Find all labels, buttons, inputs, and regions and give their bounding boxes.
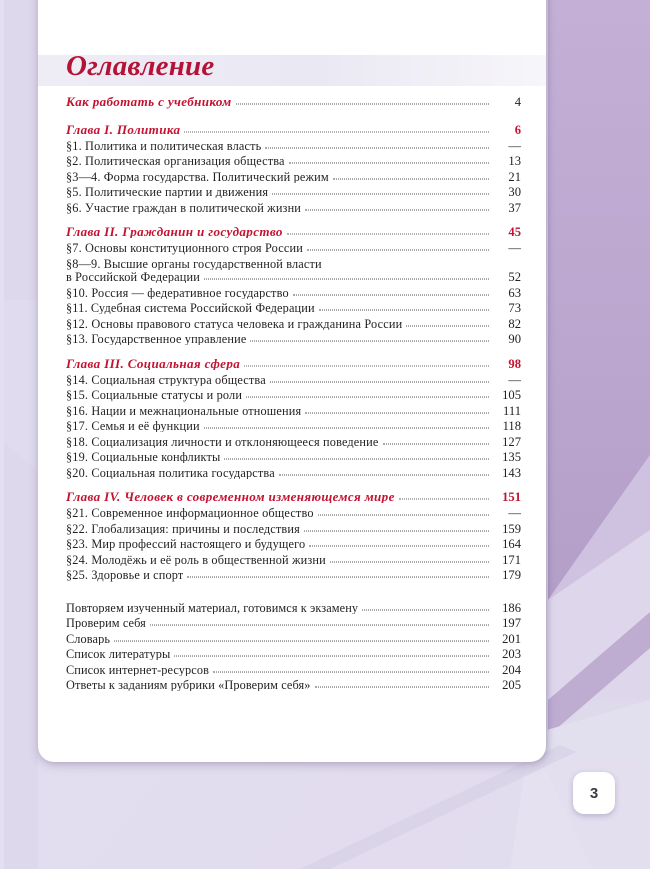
toc-entry-page: 204 [502, 662, 521, 677]
dot-leader [307, 241, 489, 251]
dot-leader [309, 537, 489, 547]
toc-entry-label: §16. Нации и межнациональные отношения [66, 404, 302, 417]
toc-entry-section[interactable] [66, 434, 521, 449]
toc-entry-page: 143 [502, 465, 521, 480]
toc-entry-section[interactable] [66, 372, 521, 387]
toc-entry-page: 52 [508, 270, 521, 285]
dot-leader [272, 185, 489, 195]
toc-chapter-label: Глава II. Гражданин и государство [66, 225, 283, 239]
toc-entry-page: 118 [502, 419, 521, 434]
page-title: Оглавление [66, 50, 215, 82]
toc-chapter-heading-1[interactable] [66, 116, 521, 138]
dot-leader [279, 465, 489, 475]
toc-entry-section[interactable] [66, 185, 521, 200]
toc-entry-label: §5. Политические партии и движения [66, 186, 269, 199]
toc-entry-back-matter[interactable] [66, 678, 521, 693]
toc-entry-label: Список литературы [66, 648, 171, 661]
toc-entry-label: §15. Социальные статусы и роли [66, 389, 243, 402]
dot-leader [224, 450, 489, 460]
toc-entry-label-continued: в Российской Федерации [66, 271, 200, 284]
toc-entry-section[interactable] [66, 450, 521, 465]
toc-entry-section[interactable] [66, 169, 521, 184]
content-sheet [38, 0, 546, 762]
dot-leader [319, 301, 489, 311]
toc-entry-page: 90 [508, 332, 521, 347]
toc-chapter-label: Глава I. Политика [66, 122, 181, 136]
dot-leader [114, 631, 489, 641]
toc-entry-label: §7. Основы конституционного строя России [66, 242, 303, 255]
toc-entry-page: 73 [508, 301, 521, 316]
toc-entry-label: §3—4. Форма государства. Политический режим [66, 170, 329, 183]
dot-leader [265, 138, 489, 148]
toc-chapter-label: Глава IV. Человек в современном изменяющемся мире [66, 490, 395, 504]
toc-entry-page: 63 [508, 285, 521, 300]
toc-entry-back-matter[interactable] [66, 662, 521, 677]
toc-entry-page: 164 [502, 537, 521, 552]
dot-leader [250, 332, 489, 342]
toc-entry-page: 82 [508, 316, 521, 331]
toc-entry-page: 171 [502, 552, 521, 567]
dot-leader [246, 388, 489, 398]
page-number-badge [573, 772, 615, 814]
toc-entry-page: — [508, 138, 521, 153]
toc-entry-page: 179 [502, 568, 521, 583]
toc-entry-page: 159 [502, 521, 521, 536]
toc-entry-label: Ответы к заданиям рубрики «Проверим себя» [66, 679, 311, 692]
dot-leader [174, 647, 489, 657]
toc-entry-back-matter[interactable] [66, 647, 521, 662]
toc-entry-page: — [508, 372, 521, 387]
toc-entry-section[interactable] [66, 301, 521, 316]
toc-entry-page: 4 [514, 95, 521, 110]
toc-entry-page: 201 [502, 631, 521, 646]
toc-entry-page: 21 [508, 169, 521, 184]
table-of-contents [66, 94, 521, 693]
toc-entry-section[interactable] [66, 537, 521, 552]
toc-entry-label: Проверим себя [66, 617, 146, 630]
toc-entry-label: Список интернет-ресурсов [66, 663, 209, 676]
dot-leader [244, 356, 489, 366]
toc-entry-section[interactable] [66, 419, 521, 434]
toc-entry-section[interactable] [66, 241, 521, 256]
toc-entry-section[interactable] [66, 521, 521, 536]
toc-chapter-heading-2[interactable] [66, 219, 521, 241]
dot-leader [406, 316, 489, 326]
toc-entry-label: §8—9. Высшие органы государственной власти [66, 257, 322, 271]
toc-entry-label: §2. Политическая организация общества [66, 155, 285, 168]
toc-entry-section[interactable] [66, 388, 521, 403]
toc-entry-label: §20. Социальная политика государства [66, 466, 275, 479]
toc-entry-label: §21. Современное информационное общество [66, 507, 314, 520]
toc-entry-label: §14. Социальная структура общества [66, 373, 266, 387]
dot-leader [187, 568, 489, 578]
toc-chapter-page: 98 [508, 356, 521, 371]
toc-entry-page: 135 [502, 450, 521, 465]
dot-leader [270, 372, 489, 382]
toc-entry-back-matter[interactable] [66, 631, 521, 646]
toc-entry-page: — [508, 241, 521, 256]
toc-entry-section-line2[interactable] [66, 270, 521, 285]
dot-leader [383, 434, 490, 444]
dot-leader [236, 95, 489, 105]
toc-entry-label: §1. Политика и политическая власть [66, 139, 262, 153]
toc-entry-label: §17. Семья и её функции [66, 420, 200, 433]
toc-entry-section[interactable] [66, 332, 521, 347]
dot-leader [362, 600, 489, 610]
dot-leader [204, 419, 489, 429]
toc-entry-label: §25. Здоровье и спорт [66, 569, 184, 582]
dot-leader [399, 490, 489, 500]
toc-entry-page: 186 [502, 600, 521, 615]
toc-entry-section[interactable] [66, 154, 521, 169]
toc-entry-label: §13. Государственное управление [66, 333, 247, 346]
toc-entry-label: §23. Мир профессий настоящего и будущего [66, 538, 306, 551]
toc-entry-back-matter[interactable] [66, 600, 521, 615]
toc-chapter-heading-4[interactable] [66, 484, 521, 506]
toc-chapter-page: 151 [502, 490, 521, 505]
toc-entry-page: — [508, 506, 521, 521]
dot-leader [213, 662, 489, 672]
toc-entry-section[interactable] [66, 285, 521, 300]
toc-entry-page: 30 [508, 185, 521, 200]
toc-entry-page: 111 [503, 403, 521, 418]
toc-entry-page: 127 [502, 434, 521, 449]
dot-leader [333, 169, 489, 179]
toc-entry-label: §19. Социальные конфликты [66, 451, 221, 464]
dot-leader [289, 154, 489, 164]
toc-entry-section[interactable] [66, 506, 521, 521]
toc-chapter-page: 6 [514, 122, 521, 137]
toc-entry-label: §22. Глобализация: причины и последствия [66, 522, 300, 536]
toc-entry-label: §18. Социализация личности и отклоняющееся поведение [66, 435, 379, 448]
dot-leader [150, 616, 489, 626]
toc-entry-page: 13 [508, 154, 521, 169]
dot-leader [204, 270, 489, 280]
toc-entry-label: §12. Основы правового статуса человека и гражданина России [66, 317, 403, 330]
toc-entry-label: Словарь [66, 632, 111, 645]
toc-entry-front-matter[interactable] [66, 94, 521, 113]
toc-entry-section-line1[interactable] [66, 256, 521, 270]
toc-entry-page: 205 [502, 678, 521, 693]
toc-chapter-heading-3[interactable] [66, 350, 521, 372]
toc-entry-section[interactable] [66, 465, 521, 480]
toc-back-matter [66, 600, 521, 693]
toc-entry-page: 105 [502, 388, 521, 403]
dot-leader [305, 200, 489, 210]
toc-entry-page: 37 [508, 200, 521, 215]
toc-chapter-page: 45 [508, 225, 521, 240]
dot-leader [318, 506, 489, 516]
toc-entry-label: Как работать с учебником [66, 95, 232, 109]
toc-entry-label: §24. Молодёжь и её роль в общественной жизни [66, 553, 326, 567]
page-number-value: 3 [589, 784, 599, 802]
toc-entry-page: 197 [502, 616, 521, 631]
toc-entry-label: Повторяем изученный материал, готовимся к экзамену [66, 601, 359, 614]
toc-chapter-label: Глава III. Социальная сфера [66, 356, 241, 370]
toc-entry-section[interactable] [66, 138, 521, 153]
dot-leader [315, 678, 489, 688]
dot-leader [287, 225, 489, 235]
toc-entry-section[interactable] [66, 552, 521, 567]
toc-entry-back-matter[interactable] [66, 616, 521, 631]
toc-entry-section[interactable] [66, 568, 521, 583]
toc-entry-label: §10. Россия — федеративное государство [66, 286, 289, 299]
dot-leader [305, 403, 489, 413]
toc-entry-section[interactable] [66, 403, 521, 418]
dot-leader [293, 285, 489, 295]
dot-leader [330, 552, 489, 562]
dot-leader [304, 521, 489, 531]
toc-entry-section[interactable] [66, 200, 521, 215]
dot-leader [184, 122, 489, 132]
toc-entry-label: §6. Участие граждан в политической жизни [66, 201, 302, 214]
toc-entry-page: 203 [502, 647, 521, 662]
toc-entry-label: §11. Судебная система Российской Федерации [66, 302, 315, 315]
spacer [66, 583, 521, 600]
toc-entry-section[interactable] [66, 316, 521, 331]
